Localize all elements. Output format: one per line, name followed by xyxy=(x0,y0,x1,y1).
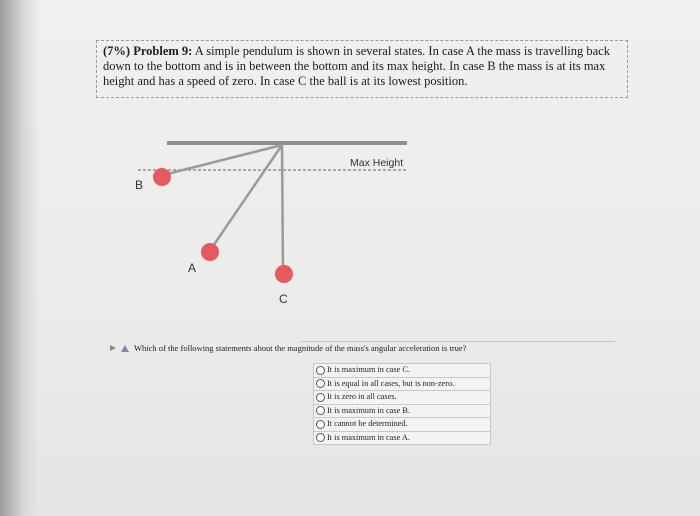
warning-icon xyxy=(121,345,129,352)
string-c xyxy=(282,145,283,271)
option-label: It cannot be determined. xyxy=(327,419,408,428)
bob-c xyxy=(275,265,293,283)
bob-a xyxy=(201,243,219,261)
radio-button[interactable] xyxy=(316,420,325,429)
option-label: It is maximum in case C. xyxy=(327,365,410,374)
answer-option-3[interactable] xyxy=(313,391,491,405)
question xyxy=(110,343,466,353)
max-height-label: Max Height xyxy=(350,157,404,169)
answer-option-2[interactable] xyxy=(313,378,491,392)
radio-button[interactable] xyxy=(316,379,325,388)
question-divider xyxy=(300,341,615,342)
answer-option-6[interactable] xyxy=(313,432,491,446)
radio-button[interactable] xyxy=(316,406,325,415)
option-label: It is zero in all cases. xyxy=(327,392,397,401)
expand-arrow-icon[interactable] xyxy=(110,345,116,351)
radio-button[interactable] xyxy=(316,393,325,402)
option-label: It is maximum in case B. xyxy=(327,405,410,415)
answer-option-5[interactable] xyxy=(313,418,491,432)
bob-b xyxy=(153,168,171,186)
radio-button[interactable] xyxy=(316,366,325,375)
label-b: B xyxy=(135,178,144,192)
question-text: Which of the following statements about the magnitude of the mass's angular acceleration is true? xyxy=(134,343,467,353)
answer-option-4[interactable] xyxy=(313,405,491,419)
label-c: C xyxy=(279,292,288,306)
option-label: It is equal in all cases, but is non-zero. xyxy=(327,378,455,388)
radio-button[interactable] xyxy=(316,433,325,442)
label-a: A xyxy=(188,261,197,275)
option-label: It is maximum in case A. xyxy=(327,432,410,442)
answer-option-1[interactable] xyxy=(313,363,491,378)
support-bar xyxy=(167,141,407,145)
problem-heading: (7%) Problem 9: xyxy=(103,44,193,58)
answer-options xyxy=(313,363,491,445)
problem-text: A simple pendulum is shown in several states. In case A the mass is travelling back down to the bottom and is in between the bottom and its max height. In case B the mass is at its max height and has a speed of zero. In case C the ball is at its lowest position. xyxy=(103,44,610,88)
